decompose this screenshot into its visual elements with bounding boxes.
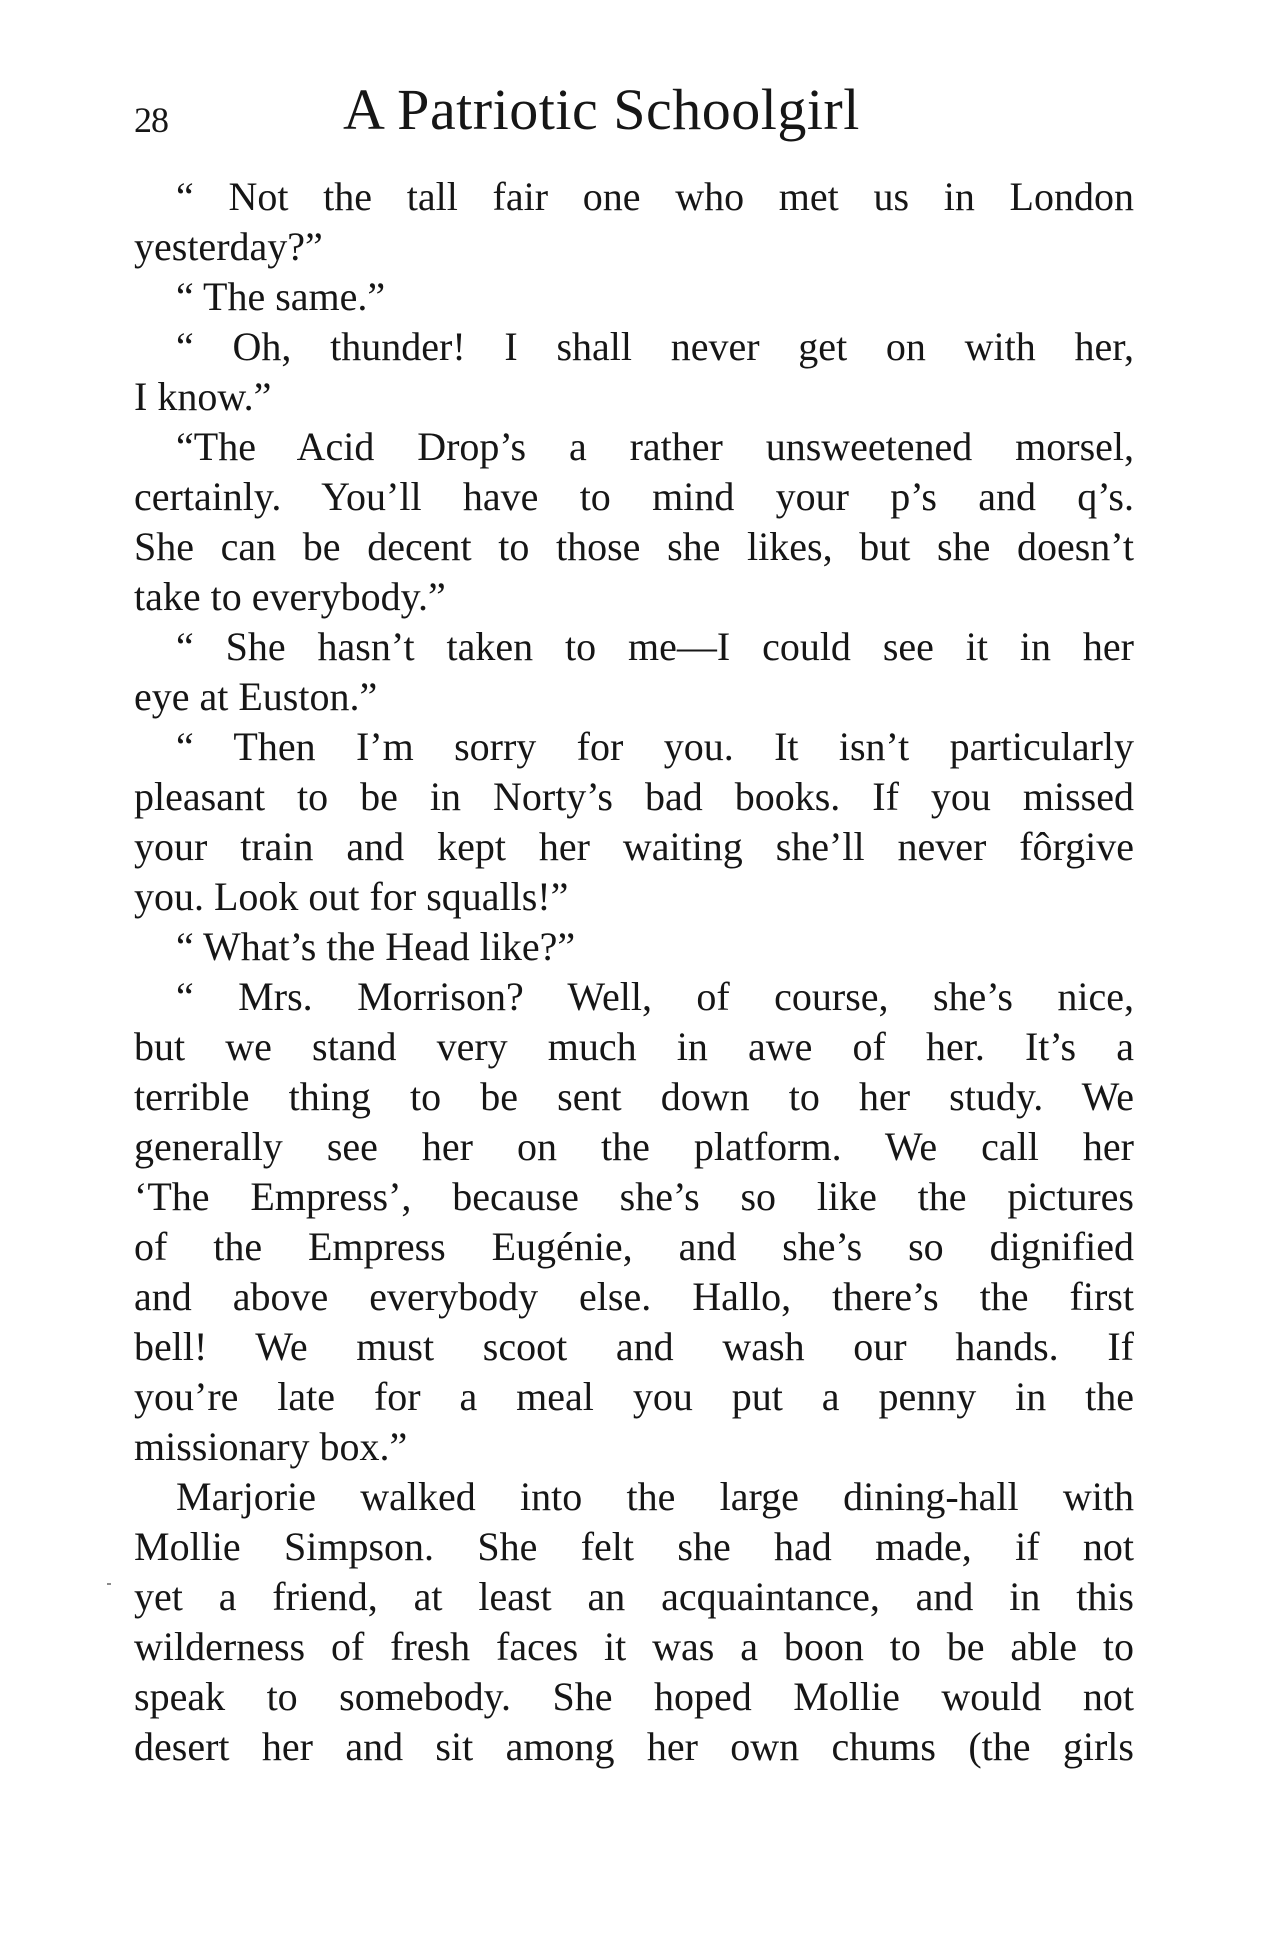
text-line: certainly. You’ll have to mind your p’s and q’s. <box>134 474 1134 519</box>
text-line: of the Empress Eugénie, and she’s so dignified <box>134 1224 1134 1269</box>
body-text <box>134 172 1134 1772</box>
text-line: She can be decent to those she likes, but she doesn’t <box>134 524 1134 569</box>
text-line: eye at Euston.” <box>134 674 378 719</box>
text-line: terrible thing to be sent down to her study. We <box>134 1074 1134 1119</box>
text-line: missionary box.” <box>134 1424 408 1469</box>
text-line: generally see her on the platform. We call her <box>134 1124 1134 1169</box>
text-line: “ She hasn’t taken to me—I could see it in her <box>176 624 1134 669</box>
text-line: and above everybody else. Hallo, there’s the first <box>134 1274 1134 1319</box>
text-line: yesterday?” <box>134 224 323 269</box>
text-line: “ Oh, thunder! I shall never get on with her, <box>176 324 1134 369</box>
text-line: “ Then I’m sorry for you. It isn’t particularly <box>176 724 1134 769</box>
text-line: “ What’s the Head like?” <box>176 924 576 969</box>
text-line: but we stand very much in awe of her. It’s a <box>134 1024 1134 1069</box>
page-number: 28 <box>134 100 168 140</box>
stray-print-mark <box>107 1583 111 1585</box>
text-line: Marjorie walked into the large dining-hall with <box>176 1474 1134 1519</box>
text-line: Mollie Simpson. She felt she had made, if not <box>134 1524 1134 1569</box>
text-line: “ Not the tall fair one who met us in London <box>176 174 1134 219</box>
text-line: bell! We must scoot and wash our hands. If <box>134 1324 1134 1369</box>
text-line: I know.” <box>134 374 272 419</box>
text-line: wilderness of fresh faces it was a boon to be able to <box>134 1624 1134 1669</box>
text-line: you. Look out for squalls!” <box>134 874 569 919</box>
text-line: pleasant to be in Norty’s bad books. If you missed <box>134 774 1134 819</box>
text-line: you’re late for a meal you put a penny in the <box>134 1374 1134 1419</box>
text-line: desert her and sit among her own chums (the girls <box>134 1724 1134 1769</box>
text-line: “ The same.” <box>176 274 386 319</box>
running-head <box>134 78 1134 148</box>
text-line: speak to somebody. She hoped Mollie would not <box>134 1674 1134 1719</box>
text-line: “ Mrs. Morrison? Well, of course, she’s nice, <box>176 974 1134 1019</box>
text-line: your train and kept her waiting she’ll never fôrgive <box>134 824 1134 869</box>
text-line: “The Acid Drop’s a rather unsweetened morsel, <box>176 424 1134 469</box>
book-title: A Patriotic Schoolgirl <box>343 77 860 142</box>
text-line: yet a friend, at least an acquaintance, and in this <box>134 1574 1134 1619</box>
text-line: take to everybody.” <box>134 574 446 619</box>
text-line: ‘The Empress’, because she’s so like the pictures <box>134 1174 1134 1219</box>
